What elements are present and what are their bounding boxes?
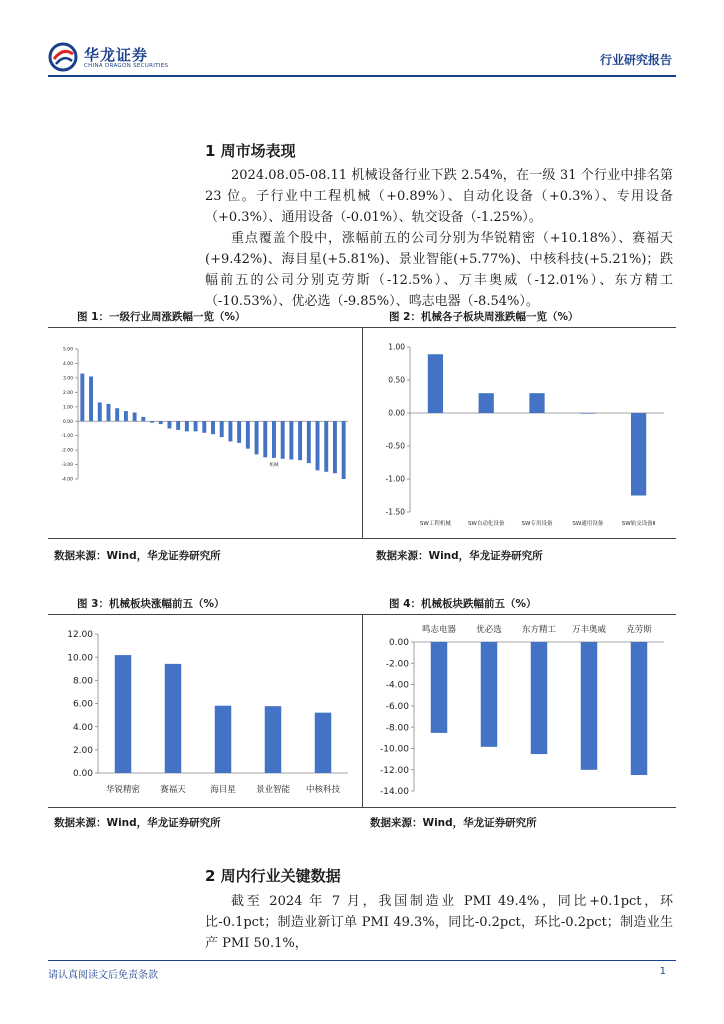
fig2-category-label: SW工程机械	[419, 521, 451, 527]
fig4-y-tick-label: -6.00	[385, 702, 409, 713]
fig1-bar	[124, 411, 128, 421]
fig4-bar	[481, 642, 498, 747]
fig2-bar	[580, 413, 595, 414]
fig3-category-label: 海目星	[210, 785, 236, 795]
fig-row1-bottom-rule	[48, 538, 676, 539]
fig2-bar	[631, 413, 646, 496]
fig4-category-label: 东方精工	[521, 625, 557, 635]
fig2-y-tick-label: -1.50	[385, 507, 405, 517]
fig1-title: 图 1：一级行业周涨跌幅一览（%）	[77, 311, 246, 323]
fig3-y-tick-label: 0.00	[72, 769, 93, 780]
fig1-bar	[185, 421, 189, 431]
fig1-bar	[289, 421, 293, 459]
fig3-bar	[115, 655, 132, 773]
fig1-bar	[333, 421, 337, 473]
fig4-category-label: 优必选	[476, 625, 502, 635]
fig1-bar	[316, 421, 320, 470]
fig1-bar	[159, 421, 163, 424]
fig4-source: 数据来源：Wind，华龙证券研究所	[370, 817, 537, 829]
fig4-bar	[631, 642, 648, 775]
fig1-y-tick-label: 5.00	[62, 347, 73, 353]
fig4-y-tick-label: -4.00	[385, 680, 409, 691]
fig1-bar	[80, 374, 84, 422]
section-1-paragraph-1: 2024.08.05-08.11 机械设备行业下跌 2.54%，在一级 31 个行业中排名第 23 位。子行业中工程机械（+0.89%）、自动化设备（+0.3%）、专用设备（+0.3%）、通用设备（-0.01%）、轨交设备（-1.25%）。	[205, 168, 673, 225]
fig1-y-tick-label: 4.00	[62, 362, 73, 368]
fig2-bar	[479, 393, 494, 413]
fig2-bar	[529, 393, 544, 413]
fig1-highlight-label: 机械	[269, 462, 279, 468]
fig2-title: 图 2：机械各子板块周涨跌幅一览（%）	[389, 311, 579, 323]
fig3-bar	[215, 706, 232, 773]
fig1-y-tick-label: -4.00	[61, 477, 73, 483]
fig1-bar	[194, 421, 198, 431]
logo-text-en: CHINA DRAGON SECURITIES	[84, 63, 169, 69]
fig1-bar	[342, 421, 346, 479]
fig3-y-tick-label: 6.00	[72, 699, 93, 710]
fig3-y-tick-label: 8.00	[72, 676, 93, 687]
section-1-title: 1 周市场表现	[205, 142, 296, 160]
fig4-category-label: 克劳斯	[626, 625, 652, 635]
fig1-bar	[89, 376, 93, 421]
page-number: 1	[659, 966, 666, 977]
fig1-bar	[141, 417, 145, 421]
fig3-category-label: 景业智能	[255, 785, 291, 795]
fig2-y-tick-label: 0.50	[388, 375, 405, 385]
fig4-chart	[364, 616, 676, 806]
fig3-bar	[165, 664, 182, 773]
fig1-y-tick-label: -1.00	[61, 434, 73, 440]
fig1-y-tick-label: -3.00	[61, 463, 73, 469]
fig1-bar	[115, 408, 119, 421]
fig4-bar	[431, 642, 448, 733]
fig2-category-label: SW专用设备	[521, 521, 553, 527]
fig1-bar	[98, 402, 102, 421]
fig-row2-bottom-rule	[48, 807, 676, 808]
fig2-y-tick-label: -1.00	[385, 474, 405, 484]
section-2-body	[205, 891, 673, 954]
fig1-bar	[324, 421, 328, 472]
fig2-chart	[364, 329, 676, 537]
fig-row2-divider	[362, 614, 363, 807]
fig2-category-label: SW轨交设备Ⅱ	[621, 521, 656, 527]
fig1-bar	[107, 404, 111, 421]
fig1-bar	[246, 421, 250, 448]
fig2-category-label: SW自动化设备	[467, 521, 505, 527]
fig4-y-tick-label: -2.00	[385, 659, 409, 670]
section-1-paragraph-2: 重点覆盖个股中，涨幅前五的公司分别为华锐精密（+10.18%）、赛福天(+9.42%)、海目星(+5.81%)、景业智能(+5.77%)、中核科技(+5.21%)；跌幅前五的公司分别克劳斯（-12.5%）、万丰奥威（-12.01%）、东方精工（-10.53%）、优必选（-9.85%）、鸣志电器（-8.54%）。	[205, 231, 673, 309]
fig1-source: 数据来源：Wind，华龙证券研究所	[54, 550, 221, 562]
fig2-source: 数据来源：Wind，华龙证券研究所	[376, 550, 543, 562]
fig3-y-tick-label: 2.00	[72, 745, 93, 756]
fig4-category-label: 万丰奥威	[571, 625, 607, 635]
fig4-category-label: 鸣志电器	[421, 625, 457, 635]
fig2-category-label: SW通用设备	[572, 521, 604, 527]
fig-row1-divider	[362, 327, 363, 538]
fig1-bar	[263, 421, 267, 457]
section-1-body	[205, 165, 673, 312]
section-2-title: 2 周内行业关键数据	[205, 867, 341, 885]
fig1-y-tick-label: 1.00	[62, 405, 73, 411]
fig1-y-tick-label: 0.00	[62, 419, 73, 425]
fig4-title: 图 4：机械板块跌幅前五（%）	[389, 598, 537, 610]
fig1-bar	[298, 421, 302, 460]
fig3-source: 数据来源：Wind，华龙证券研究所	[54, 817, 221, 829]
fig3-chart	[48, 616, 360, 806]
fig1-bar	[176, 421, 180, 430]
fig4-y-tick-label: -12.00	[379, 765, 409, 776]
fig2-y-tick-label: 1.00	[388, 342, 405, 352]
fig3-category-label: 华锐精密	[105, 785, 141, 795]
fig1-bar	[228, 421, 232, 441]
fig4-bar	[531, 642, 548, 754]
fig1-bar	[255, 421, 259, 454]
fig1-y-tick-label: 3.00	[62, 376, 73, 382]
fig1-bar	[307, 421, 311, 463]
fig1-bar	[150, 421, 154, 422]
fig1-bar	[281, 421, 285, 459]
fig1-y-tick-label: -2.00	[61, 448, 73, 454]
fig2-y-tick-label: 0.00	[388, 408, 405, 418]
fig4-y-tick-label: -10.00	[379, 744, 409, 755]
fig3-category-label: 赛福天	[160, 785, 186, 795]
fig3-y-tick-label: 12.00	[67, 630, 93, 641]
fig4-y-tick-label: -14.00	[379, 787, 409, 798]
fig4-y-tick-label: 0.00	[388, 638, 409, 649]
footer-divider	[48, 960, 676, 961]
header-divider	[48, 75, 676, 77]
fig1-bar	[167, 421, 171, 428]
fig1-y-tick-label: 2.00	[62, 390, 73, 396]
fig4-y-tick-label: -8.00	[385, 723, 409, 734]
logo-text-cn: 华龙证券	[84, 46, 149, 64]
report-type-label: 行业研究报告	[599, 53, 672, 67]
fig2-bar	[428, 354, 443, 413]
fig1-bar	[237, 421, 241, 443]
fig2-y-tick-label: -0.50	[385, 441, 405, 451]
fig1-bar	[220, 421, 224, 437]
section-2-paragraph-1: 截至 2024 年 7 月，我国制造业 PMI 49.4%，同比+0.1pct，环比-0.1pct；制造业新订单 PMI 49.3%，同比-0.2pct，环比-0.2pct；制造业生产 PMI 50.1%，	[205, 894, 673, 951]
footer-disclaimer: 请认真阅读文后免责条款	[48, 970, 158, 981]
fig1-bar	[202, 421, 206, 433]
fig1-bar	[133, 413, 137, 422]
fig3-y-tick-label: 10.00	[67, 653, 93, 664]
fig4-bar	[581, 642, 598, 770]
company-logo-icon	[48, 42, 78, 72]
fig1-chart	[48, 329, 360, 537]
fig3-bar	[315, 713, 332, 773]
fig1-bar	[272, 421, 276, 458]
fig3-category-label: 中核科技	[305, 785, 341, 795]
fig3-title: 图 3：机械板块涨幅前五（%）	[77, 598, 225, 610]
fig1-bar	[211, 421, 215, 434]
fig3-y-tick-label: 4.00	[72, 722, 93, 733]
fig3-bar	[265, 706, 282, 773]
